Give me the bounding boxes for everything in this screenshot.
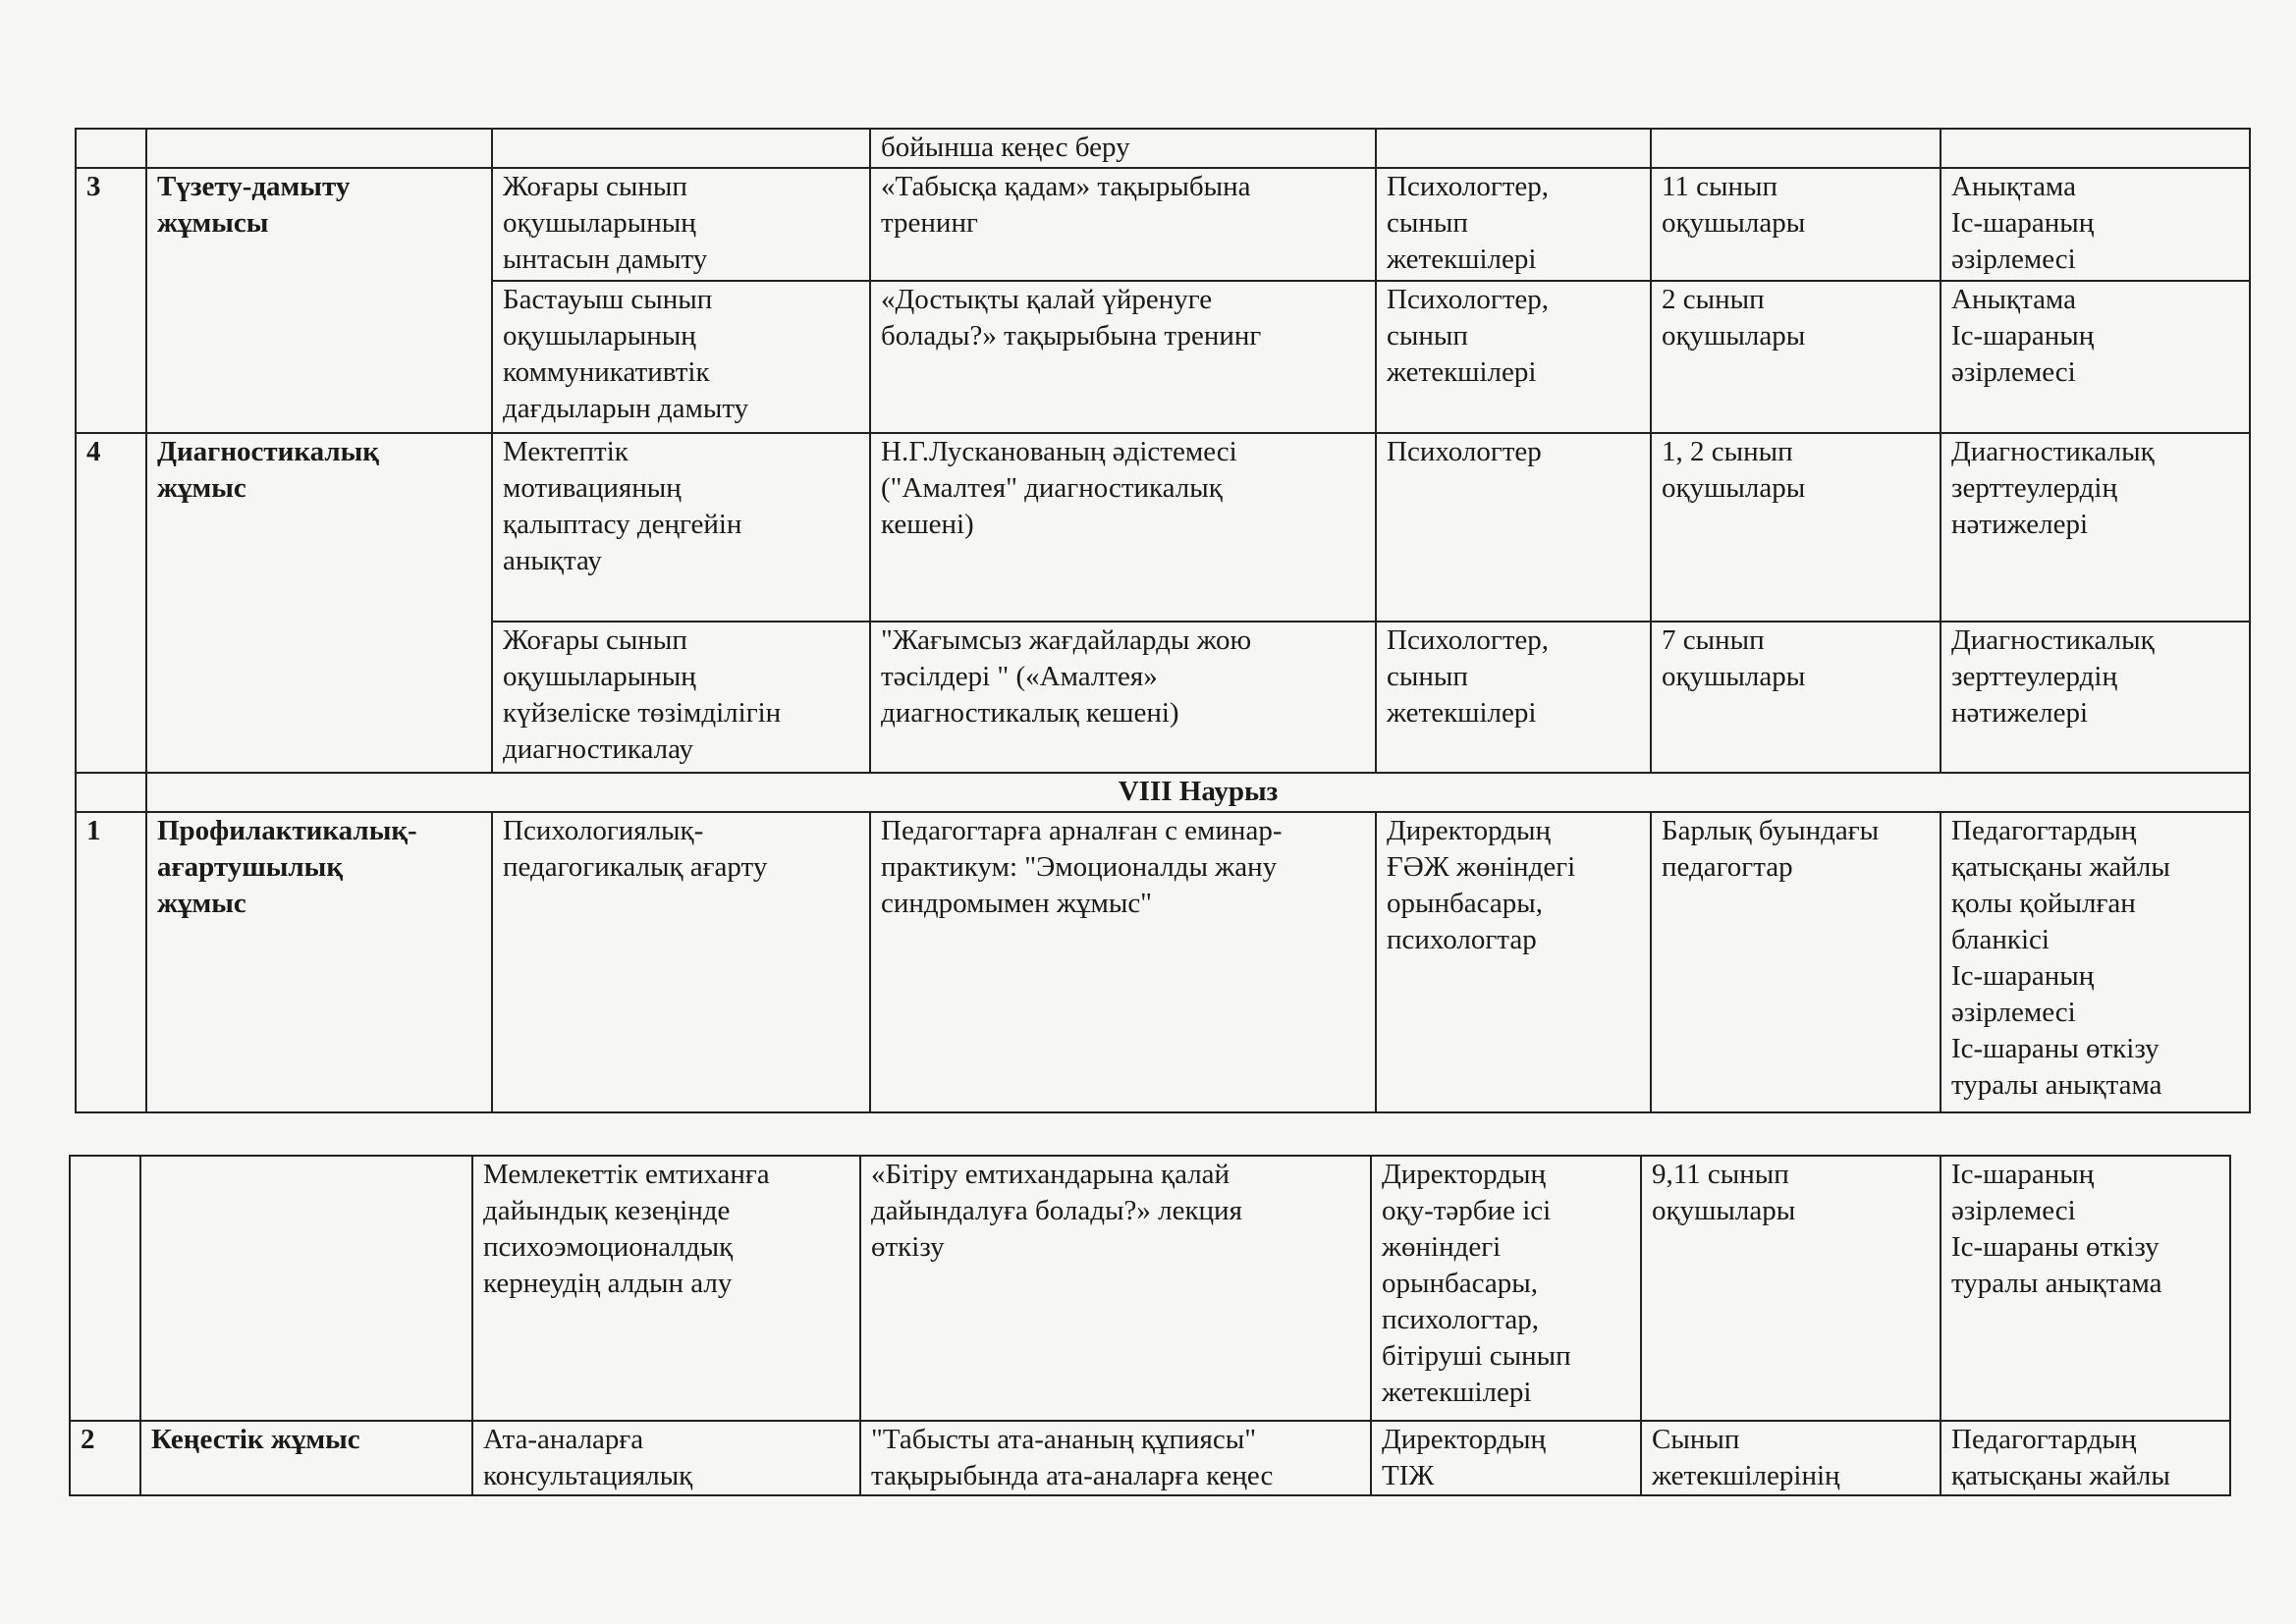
cell-result: Анықтама Іс-шараның әзірлемесі	[1941, 281, 2250, 433]
cell-responsible: Директордың ТІЖ	[1371, 1421, 1641, 1495]
cell-participants: 9,11 сынып оқушылары	[1641, 1156, 1941, 1421]
work-direction: Профилактикалық- ағартушылық жұмыс	[146, 812, 492, 1112]
cell-content: Ата-аналарға консультациялық	[472, 1421, 860, 1495]
cell-empty	[146, 129, 492, 168]
cell-responsible: Психологтер	[1376, 433, 1651, 622]
cell-participants: 7 сынып оқушылары	[1651, 622, 1941, 773]
cell-result: Диагностикалық зерттеулердің нәтижелері	[1941, 622, 2250, 773]
cell-empty	[1651, 129, 1941, 168]
row-number: 4	[76, 433, 146, 773]
work-direction	[140, 1156, 472, 1421]
continuation-row	[76, 129, 2250, 168]
cell-content: Мемлекеттік емтиханға дайындық кезеңінде психоэмоционалдық кернеудің алдын алу	[472, 1156, 860, 1421]
cell-activity: Педагогтарға арналған с еминар- практикум: "Эмоционалды жану синдромымен жұмыс"	[870, 812, 1376, 1112]
work-direction: Диагностикалық жұмыс	[146, 433, 492, 773]
cell-result: Диагностикалық зерттеулердің нәтижелері	[1941, 433, 2250, 622]
cell-result: Педагогтардың қатысқаны жайлы	[1941, 1421, 2230, 1495]
plan-table-bottom	[69, 1155, 2231, 1496]
work-direction: Түзету-дамыту жұмысы	[146, 168, 492, 433]
cell-participants: Сынып жетекшілерінің	[1641, 1421, 1941, 1495]
cell-participants: 2 сынып оқушылары	[1651, 281, 1941, 433]
cell-empty	[492, 129, 870, 168]
cell-responsible: Директордың оқу-тәрбие ісі жөніндегі орынбасары, психологтар, бітіруші сынып жетекшілері	[1371, 1156, 1641, 1421]
cell-activity: Н.Г.Лусканованың әдістемесі ("Амалтея" диагностикалық кешені)	[870, 433, 1376, 622]
cell-result: Анықтама Іс-шараның әзірлемесі	[1941, 168, 2250, 281]
cell-activity: "Жағымсыз жағдайларды жою тәсілдері " («Амалтея» диагностикалық кешені)	[870, 622, 1376, 773]
cell-responsible: Психологтер, сынып жетекшілері	[1376, 622, 1651, 773]
cell-empty	[1941, 129, 2250, 168]
table-row	[70, 1156, 2230, 1421]
plan-table-top	[75, 128, 2251, 1113]
cell-participants: 1, 2 сынып оқушылары	[1651, 433, 1941, 622]
work-direction: Кеңестік жұмыс	[140, 1421, 472, 1495]
row-number: 1	[76, 812, 146, 1112]
cell-responsible: Психологтер, сынып жетекшілері	[1376, 281, 1651, 433]
cell-activity: бойынша кеңес беру	[870, 129, 1376, 168]
cell-content: Жоғары сынып оқушыларының ынтасын дамыту	[492, 168, 870, 281]
cell-participants: Барлық буындағы педагогтар	[1651, 812, 1941, 1112]
table-row	[76, 168, 2250, 281]
table-row	[70, 1421, 2230, 1495]
row-number: 3	[76, 168, 146, 433]
cell-activity: «Достықты қалай үйренуге болады?» тақырыбына тренинг	[870, 281, 1376, 433]
cell-empty	[1376, 129, 1651, 168]
cell-activity: "Табысты ата-ананың құпиясы" тақырыбында ата-аналарға кеңес	[860, 1421, 1371, 1495]
month-heading: VIII Наурыз	[146, 773, 2250, 812]
cell-empty	[76, 773, 146, 812]
cell-empty	[76, 129, 146, 168]
month-row	[76, 773, 2250, 812]
cell-content: Бастауыш сынып оқушыларының коммуникативтік дағдыларын дамыту	[492, 281, 870, 433]
table-row	[76, 812, 2250, 1112]
table-row	[76, 433, 2250, 622]
cell-content: Мектептік мотивацияның қалыптасу деңгейін анықтау	[492, 433, 870, 622]
cell-participants: 11 сынып оқушылары	[1651, 168, 1941, 281]
cell-result: Іс-шараның әзірлемесі Іс-шараны өткізу туралы анықтама	[1941, 1156, 2230, 1421]
cell-result: Педагогтардың қатысқаны жайлы қолы қойылған бланкісі Іс-шараның әзірлемесі Іс-шараны өткізу туралы анықтама	[1941, 812, 2250, 1112]
cell-activity: «Табысқа қадам» тақырыбына тренинг	[870, 168, 1376, 281]
cell-responsible: Директордың ҒӘЖ жөніндегі орынбасары, психологтар	[1376, 812, 1651, 1112]
row-number: 2	[70, 1421, 140, 1495]
cell-responsible: Психологтер, сынып жетекшілері	[1376, 168, 1651, 281]
cell-activity: «Бітіру емтихандарына қалай дайындалуға болады?» лекция өткізу	[860, 1156, 1371, 1421]
row-number	[70, 1156, 140, 1421]
cell-content: Жоғары сынып оқушыларының күйзеліске төзімділігін диагностикалау	[492, 622, 870, 773]
cell-content: Психологиялық- педагогикалық ағарту	[492, 812, 870, 1112]
